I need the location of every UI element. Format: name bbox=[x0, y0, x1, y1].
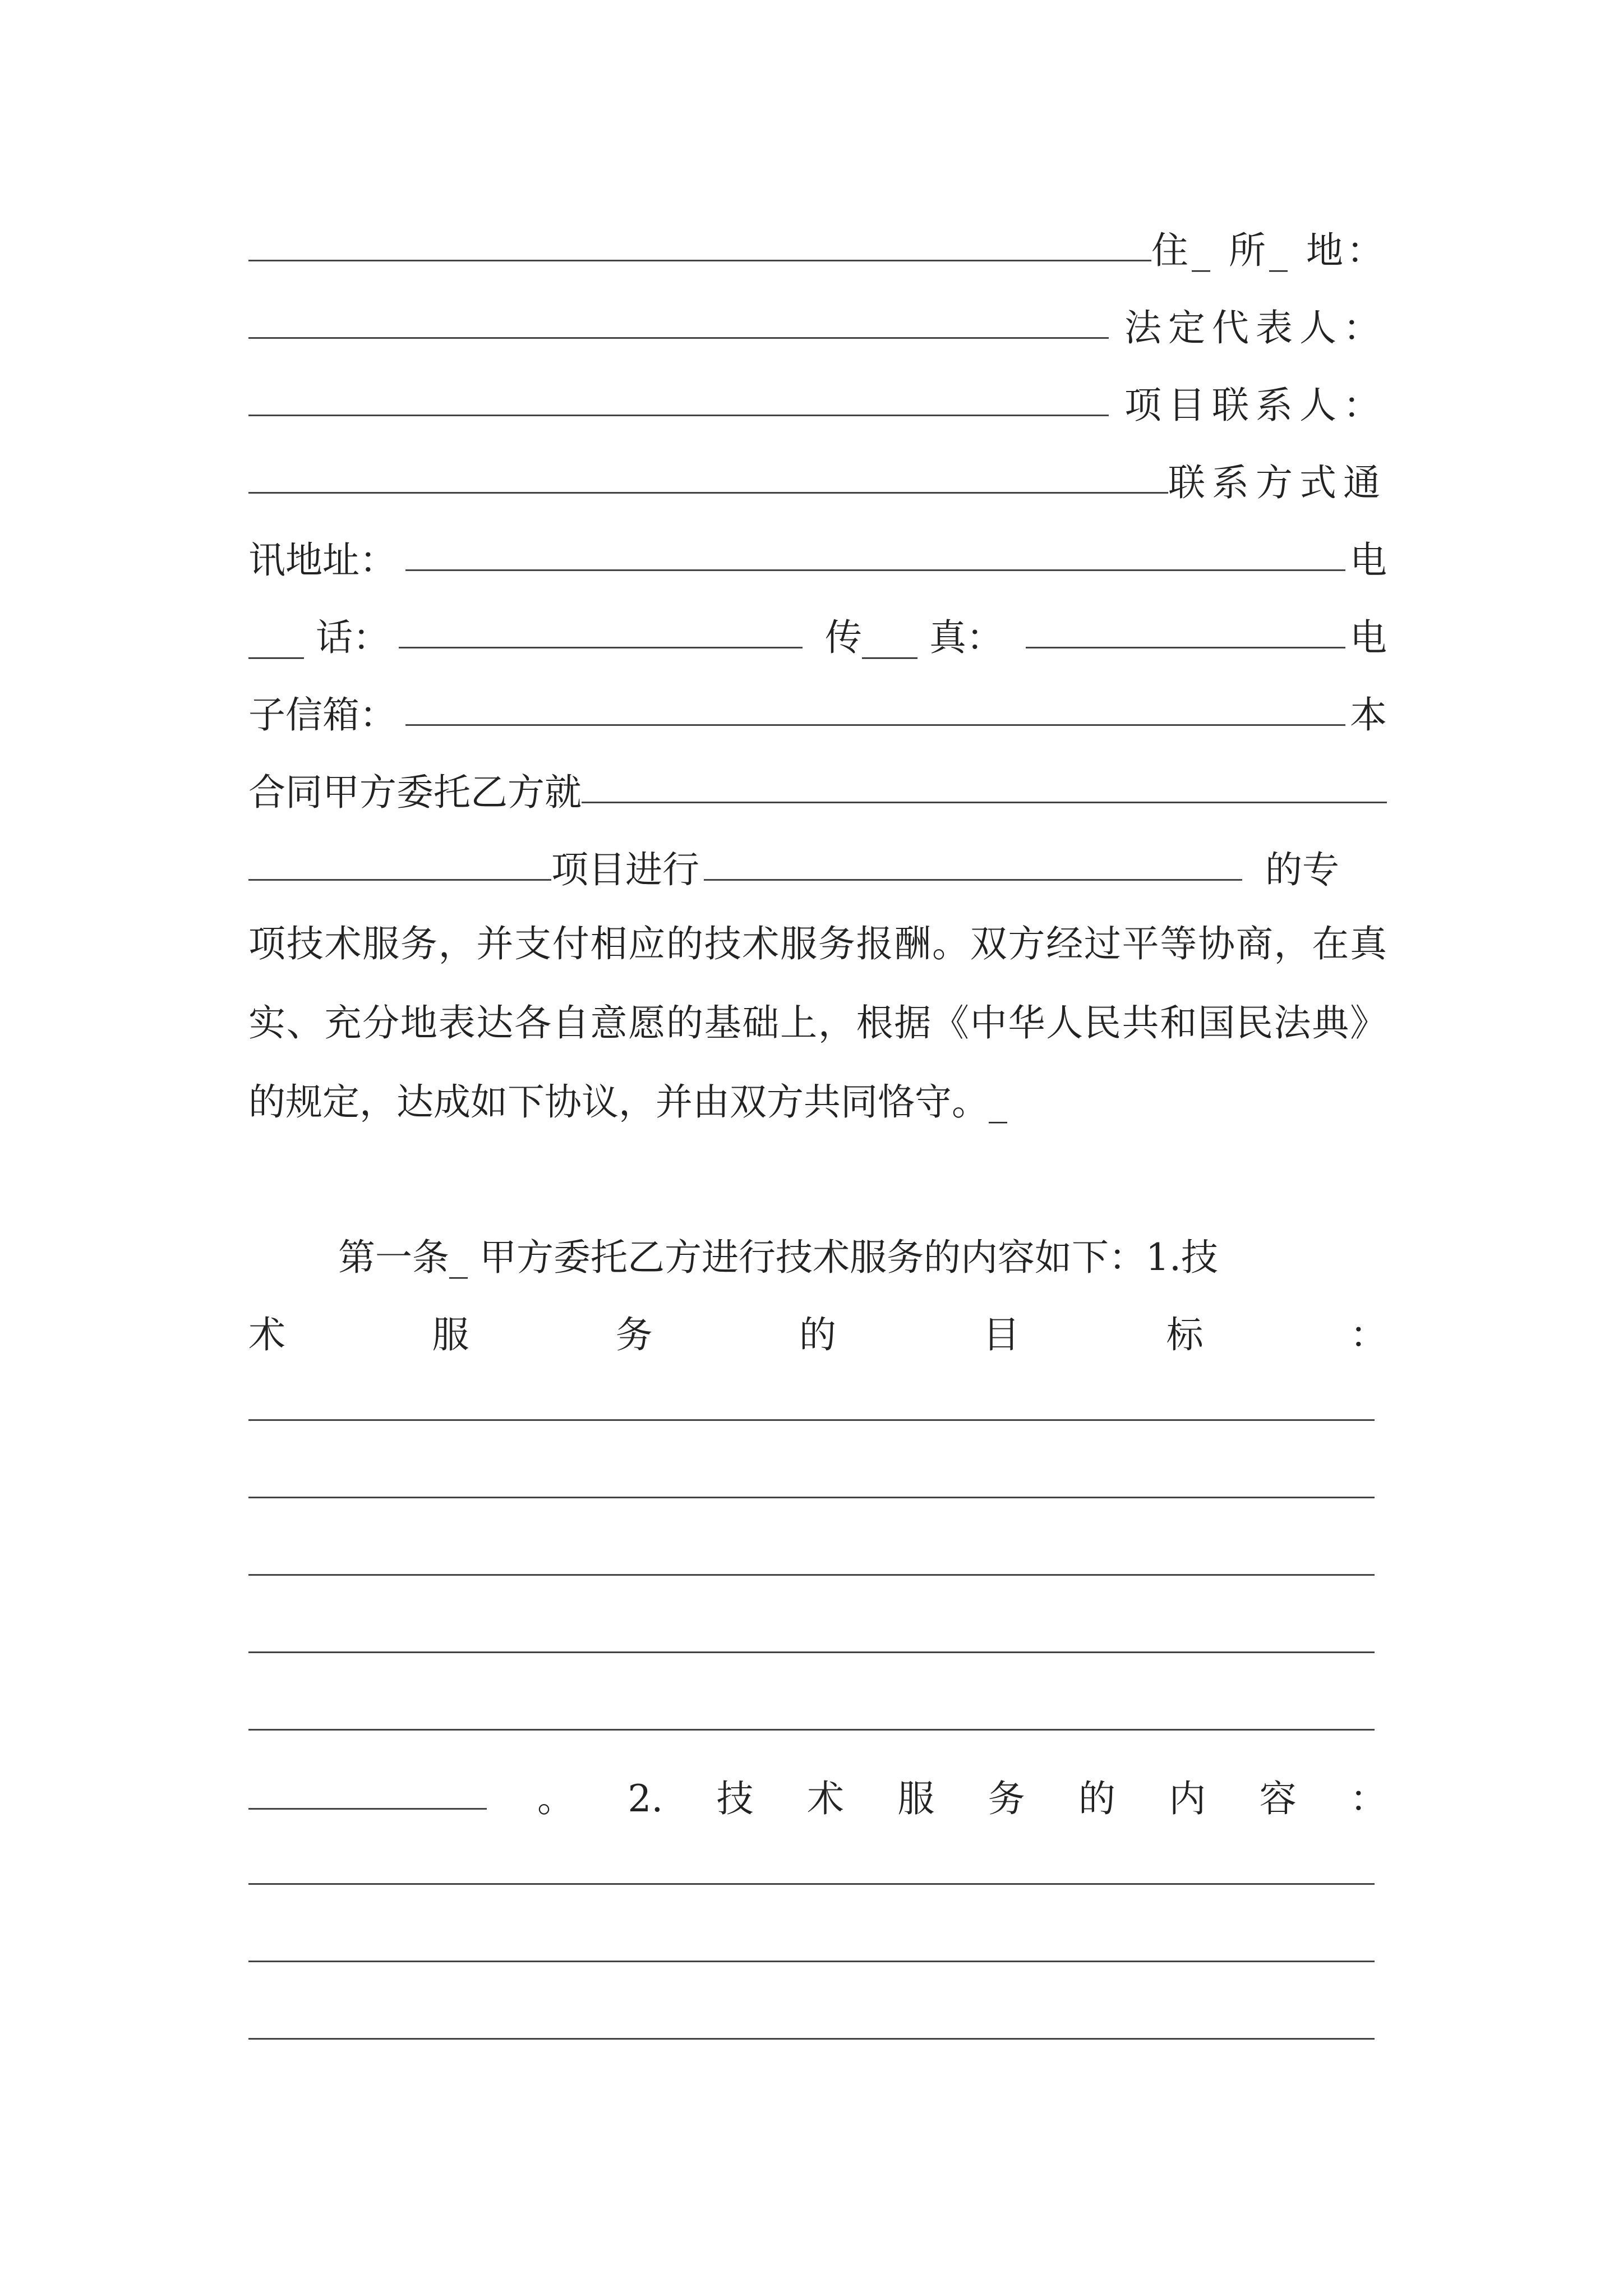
project-contact-label: 项目联系人： bbox=[1124, 384, 1387, 427]
email-blank[interactable] bbox=[405, 724, 1345, 726]
fax-blank[interactable] bbox=[1026, 647, 1345, 648]
goal-char: 的 bbox=[799, 1313, 836, 1356]
goal-blank-line[interactable] bbox=[248, 1651, 1375, 1653]
address-suffix: 电 bbox=[1350, 539, 1387, 582]
content-char: 内 bbox=[1169, 1777, 1206, 1820]
contact-method-label: 联系方式通 bbox=[1168, 461, 1387, 504]
email-suffix: 本 bbox=[1350, 693, 1387, 737]
goal-blank-line[interactable] bbox=[248, 1729, 1375, 1731]
content-char: 容 bbox=[1259, 1777, 1297, 1820]
legal-rep-blank[interactable] bbox=[248, 337, 1109, 339]
goal-char: 务 bbox=[615, 1313, 653, 1356]
content-char: 的 bbox=[1078, 1777, 1115, 1820]
legal-rep-line bbox=[248, 285, 1387, 347]
content-blank-line[interactable] bbox=[248, 2038, 1375, 2040]
residence-line bbox=[248, 208, 1387, 272]
project-label: 项目进行 bbox=[551, 848, 699, 891]
commission-blank[interactable] bbox=[582, 802, 1387, 803]
goal-end-blank[interactable] bbox=[248, 1808, 487, 1810]
project-contact-blank[interactable] bbox=[248, 415, 1109, 416]
address-label: 讯地址： bbox=[248, 539, 396, 582]
contact-method-blank[interactable] bbox=[248, 492, 1168, 494]
commission-label: 合同甲方委托乙方就 bbox=[248, 771, 582, 814]
goal-char: 目 bbox=[983, 1313, 1020, 1356]
goal-char: 服 bbox=[432, 1313, 469, 1356]
legal-rep-label: 法定代表人： bbox=[1124, 306, 1387, 349]
content-char: ： bbox=[1349, 1777, 1387, 1820]
content-char: 。 bbox=[537, 1777, 574, 1820]
service-content-label bbox=[537, 1777, 1387, 1820]
article-1-line bbox=[248, 1214, 1387, 1279]
goal-blank-line[interactable] bbox=[248, 1497, 1375, 1498]
content-char: 术 bbox=[806, 1777, 844, 1820]
content-char: 务 bbox=[988, 1777, 1025, 1820]
content-blank-line[interactable] bbox=[248, 1961, 1375, 1962]
contact-method-line bbox=[248, 440, 1387, 504]
project-name-blank[interactable] bbox=[248, 879, 551, 881]
goal-char: ： bbox=[1349, 1313, 1387, 1356]
email-label: 子信箱： bbox=[248, 693, 396, 737]
content-char: 服 bbox=[897, 1777, 935, 1820]
article-1-text: 第一条_ 甲方委托乙方进行技术服务的内容如下：1.技 bbox=[338, 1236, 1218, 1279]
project-contact-line bbox=[248, 362, 1387, 427]
service-content-line bbox=[248, 1756, 1387, 1818]
goal-char: 术 bbox=[248, 1313, 285, 1356]
address-blank[interactable] bbox=[405, 569, 1345, 571]
intro-paragraph: 项技术服务，并支付相应的技术服务报酬。双方经过平等协商，在真实、充分地表达各自意愿的基础上，根据《中华人民共和国民法典》的规定，达成如下协议，并由双方共同恪守。_ bbox=[248, 922, 1387, 1124]
content-blank-line[interactable] bbox=[248, 1883, 1375, 1885]
goal-char: 标 bbox=[1166, 1313, 1204, 1356]
service-blank[interactable] bbox=[704, 879, 1242, 881]
project-line bbox=[248, 827, 1387, 889]
content-char: 2. bbox=[628, 1777, 663, 1820]
content-char: 技 bbox=[716, 1777, 754, 1820]
goal-blank-line[interactable] bbox=[248, 1419, 1375, 1421]
phone-label: ___ 话： bbox=[248, 616, 390, 659]
address-line bbox=[248, 517, 1387, 582]
goal-blank-line[interactable] bbox=[248, 1574, 1375, 1576]
service-goal-label bbox=[248, 1292, 1387, 1354]
phone-blank[interactable] bbox=[399, 647, 803, 648]
email-prefix: 电 bbox=[1350, 616, 1387, 659]
service-suffix: 的专 bbox=[1253, 848, 1339, 891]
commission-line bbox=[248, 749, 1387, 814]
residence-label: 住_ 所_ 地： bbox=[1151, 229, 1387, 272]
phone-fax-line bbox=[248, 595, 1387, 659]
fax-label: 传___ 真： bbox=[824, 616, 1003, 659]
residence-blank[interactable] bbox=[248, 260, 1151, 261]
email-line bbox=[248, 672, 1387, 737]
